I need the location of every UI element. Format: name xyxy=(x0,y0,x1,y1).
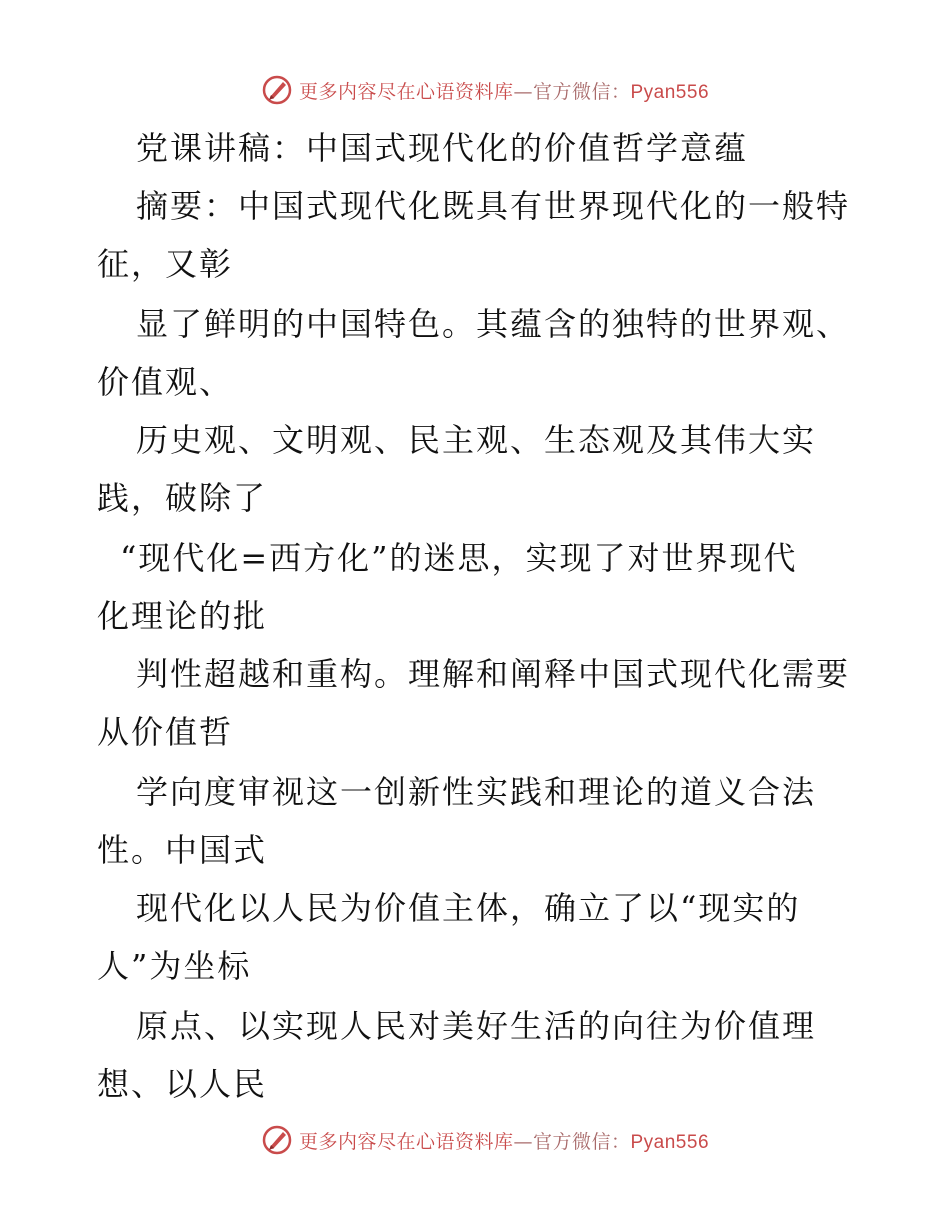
document-title: 党课讲稿：中国式现代化的价值哲学意蕴 xyxy=(136,129,749,167)
text-line: 显了鲜明的中国特色。其蕴含的独特的世界观、 xyxy=(136,305,851,343)
text-line: 历史观、文明观、民主观、生态观及其伟大实 xyxy=(136,421,817,459)
watermark-label: 官方微信： xyxy=(532,1130,631,1153)
watermark-text xyxy=(299,1127,709,1154)
text-line: 价值观、 xyxy=(97,363,234,401)
text-line: 想、以人民 xyxy=(97,1065,268,1103)
text-line: 学向度审视这一创新性实践和理论的道义合法 xyxy=(136,773,817,811)
footer-watermark xyxy=(0,1120,950,1160)
text-line: 摘要：中国式现代化既具有世界现代化的一般特 xyxy=(136,187,851,225)
watermark-text xyxy=(299,77,709,104)
quill-pen-logo-icon xyxy=(261,1124,293,1156)
watermark-label: 官方微信： xyxy=(532,80,631,103)
text-line: 践，破除了 xyxy=(97,479,268,517)
text-line: “现代化=西方化”的迷思，实现了对世界现代 xyxy=(120,539,798,577)
text-line: 判性超越和重构。理解和阐释中国式现代化需要 xyxy=(136,655,851,693)
text-line: 原点、以实现人民对美好生活的向往为价值理 xyxy=(136,1007,817,1045)
watermark-group xyxy=(261,74,709,106)
watermark-id: Pyan556 xyxy=(630,81,710,103)
text-line: 征，又彰 xyxy=(97,245,234,283)
text-line: 化理论的批 xyxy=(97,597,268,635)
watermark-id: Pyan556 xyxy=(630,1131,710,1153)
header-watermark xyxy=(0,70,950,110)
quill-pen-logo-icon xyxy=(261,74,293,106)
watermark-main: 更多内容尽在心语资料库 xyxy=(298,80,514,103)
watermark-main: 更多内容尽在心语资料库 xyxy=(298,1130,514,1153)
watermark-dash: — xyxy=(513,80,533,103)
text-line: 现代化以人民为价值主体，确立了以“现实的 xyxy=(136,889,801,927)
watermark-group xyxy=(261,1124,709,1156)
watermark-dash: — xyxy=(513,1130,533,1153)
text-line: 从价值哲 xyxy=(97,713,234,751)
text-line: 人”为坐标 xyxy=(97,947,252,985)
text-line: 性。中国式 xyxy=(97,831,268,869)
